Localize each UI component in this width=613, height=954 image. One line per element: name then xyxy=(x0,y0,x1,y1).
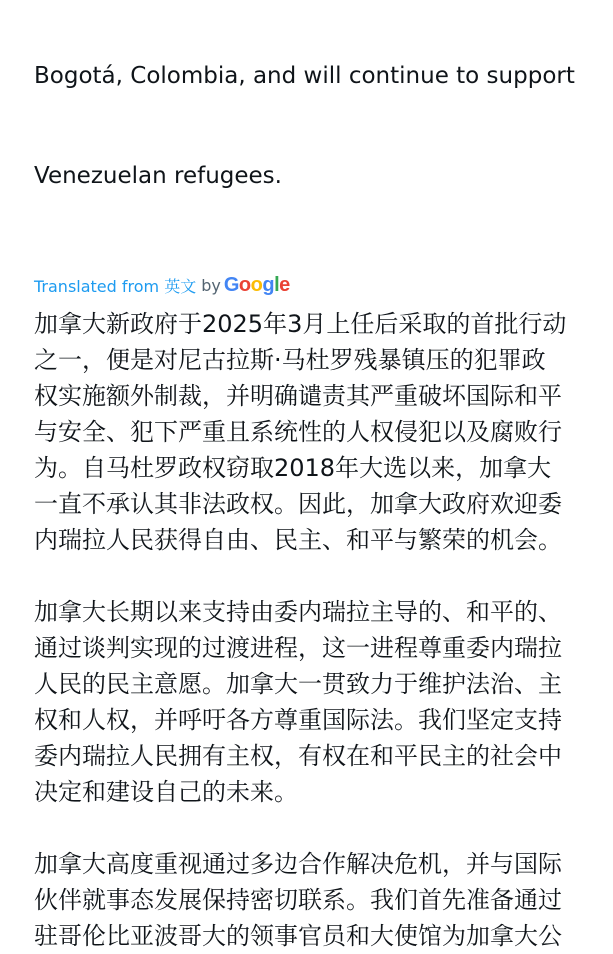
original-post-text xyxy=(34,0,594,260)
text-line: 之一，便是对尼古拉斯·马杜罗残暴镇压的犯罪政 xyxy=(34,346,546,374)
text-line: 与安全、犯下严重且系统性的人权侵犯以及腐败行 xyxy=(34,418,562,446)
text-line: 伙伴就事态发展保持密切联系。我们首先准备通过 xyxy=(34,886,562,914)
google-letter: l xyxy=(274,273,280,296)
translated-post-text xyxy=(34,306,594,954)
by-label: by xyxy=(201,275,221,295)
google-logo[interactable] xyxy=(224,274,290,297)
translated-paragraph xyxy=(34,306,594,558)
text-line: 人民的民主意愿。加拿大一贯致力于维护法治、主 xyxy=(34,670,562,698)
google-letter: e xyxy=(279,273,290,296)
text-line: 为。自马杜罗政权窃取2018年大选以来，加拿大 xyxy=(34,454,552,482)
text-line: 权实施额外制裁，并明确谴责其严重破坏国际和平 xyxy=(34,382,562,410)
translation-attribution xyxy=(34,272,594,298)
google-letter: o xyxy=(238,273,251,296)
original-line: Bogotá, Colombia, and will continue to support xyxy=(34,63,575,89)
post-body xyxy=(34,0,594,954)
text-line: 委内瑞拉人民拥有主权，有权在和平民主的社会中 xyxy=(34,742,562,770)
google-letter: o xyxy=(250,273,263,296)
google-letter: G xyxy=(223,273,239,296)
text-line: 通过谈判实现的过渡进程，这一进程尊重委内瑞拉 xyxy=(34,634,562,662)
text-line: 决定和建设自己的未来。 xyxy=(34,778,298,806)
google-letter: g xyxy=(262,273,275,296)
text-line: 加拿大新政府于2025年3月上任后采取的首批行动 xyxy=(34,310,567,338)
text-line: 权和人权，并呼吁各方尊重国际法。我们坚定支持 xyxy=(34,706,562,734)
text-line: 内瑞拉人民获得自由、民主、和平与繁荣的机会。 xyxy=(34,526,562,554)
translated-paragraph xyxy=(34,846,594,954)
text-line: 驻哥伦比亚波哥大的领事官员和大使馆为加拿大公 xyxy=(34,922,562,950)
text-line: 一直不承认其非法政权。因此，加拿大政府欢迎委 xyxy=(34,490,562,518)
original-line: Venezuelan refugees. xyxy=(34,163,282,189)
text-line: 加拿大长期以来支持由委内瑞拉主导的、和平的、 xyxy=(34,598,562,626)
translated-from-link[interactable]: Translated from 英文 xyxy=(34,276,197,296)
translated-paragraph xyxy=(34,594,594,810)
text-line: 加拿大高度重视通过多边合作解决危机，并与国际 xyxy=(34,850,562,878)
